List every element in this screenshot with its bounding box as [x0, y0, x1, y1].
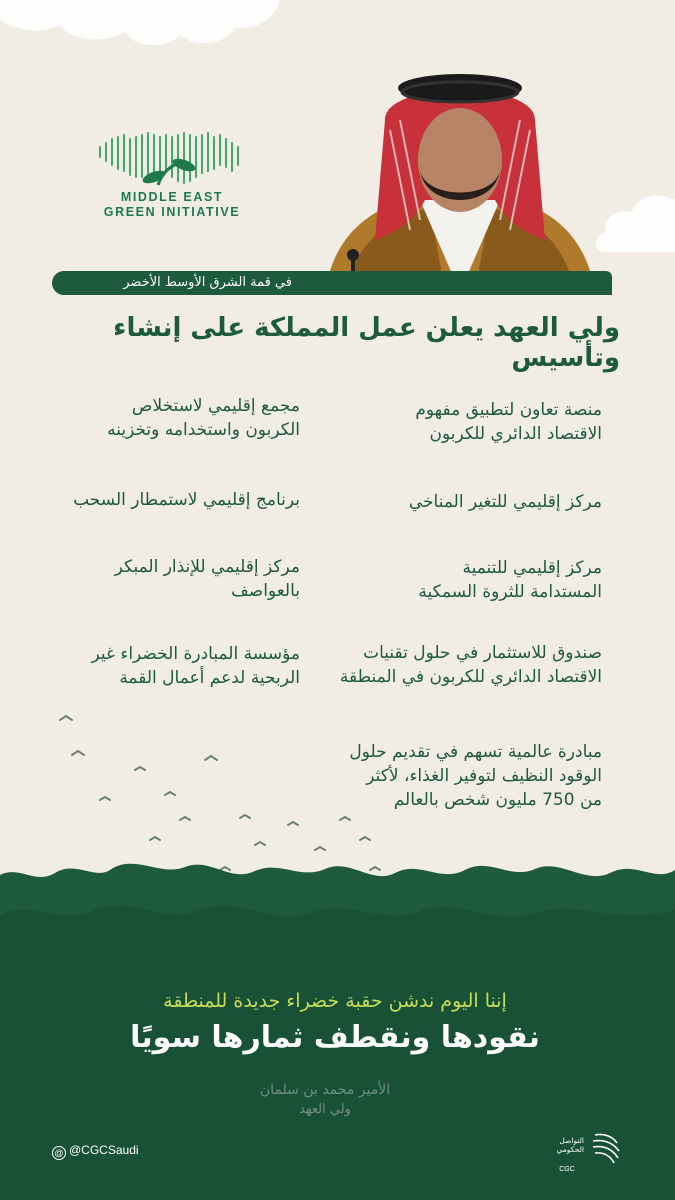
summit-label: في قمة الشرق الأوسط الأخضر — [123, 275, 292, 290]
portrait-photo — [315, 60, 605, 292]
list-item: مؤسسة المبادرة الخضراء غير الربحية لدعم أعمال القمة — [91, 644, 300, 688]
logo-line-1: MIDDLE EAST — [120, 190, 224, 204]
logo-line-2: GREEN INITIATIVE — [103, 205, 241, 219]
list-item: منصة تعاون لتطبيق مفهوم الاقتصاد الدائري للكربون — [415, 400, 602, 444]
at-icon: @ — [52, 1146, 66, 1160]
cgc-name: التواصل الحكومي — [556, 1136, 584, 1154]
list-item: مركز إقليمي للإنذار المبكر بالعواصف — [114, 557, 300, 601]
slogan-line-2: نقودها ونقطف ثمارها سويًا — [130, 1020, 540, 1055]
slogan-line-1: إننا اليوم ندشن حقبة خضراء جديدة للمنطقة — [163, 990, 507, 1012]
list-item: مبادرة عالمية تسهم في تقديم حلول الوقود النظيف لتوفير الغذاء، لأكثر من 750 مليون شخص بالعالم — [349, 742, 602, 810]
list-item: مركز إقليمي للتنمية المستدامة للثروة السمكية — [418, 558, 602, 602]
logo-wordmark — [92, 190, 252, 220]
cloud-top-decoration — [0, 0, 675, 60]
signature-title: ولي العهد — [299, 1102, 351, 1117]
social-handle[interactable]: @ @CGCSaudi — [52, 1143, 139, 1160]
cgc-abbr: CGC — [559, 1166, 575, 1173]
signature-name: الأمير محمد بن سلمان — [259, 1082, 391, 1098]
list-item: مجمع إقليمي لاستخلاص الكربون واستخدامه وتخزينه — [107, 396, 300, 440]
list-item: صندوق للاستثمار في حلول تقنيات الاقتصاد الدائري للكربون في المنطقة — [339, 643, 602, 687]
headline: ولي العهد يعلن عمل المملكة على إنشاء وتأسيس — [113, 313, 620, 373]
list-item: مركز إقليمي للتغير المناخي — [408, 492, 602, 512]
list-item: برنامج إقليمي لاستمطار السحب — [73, 490, 300, 510]
